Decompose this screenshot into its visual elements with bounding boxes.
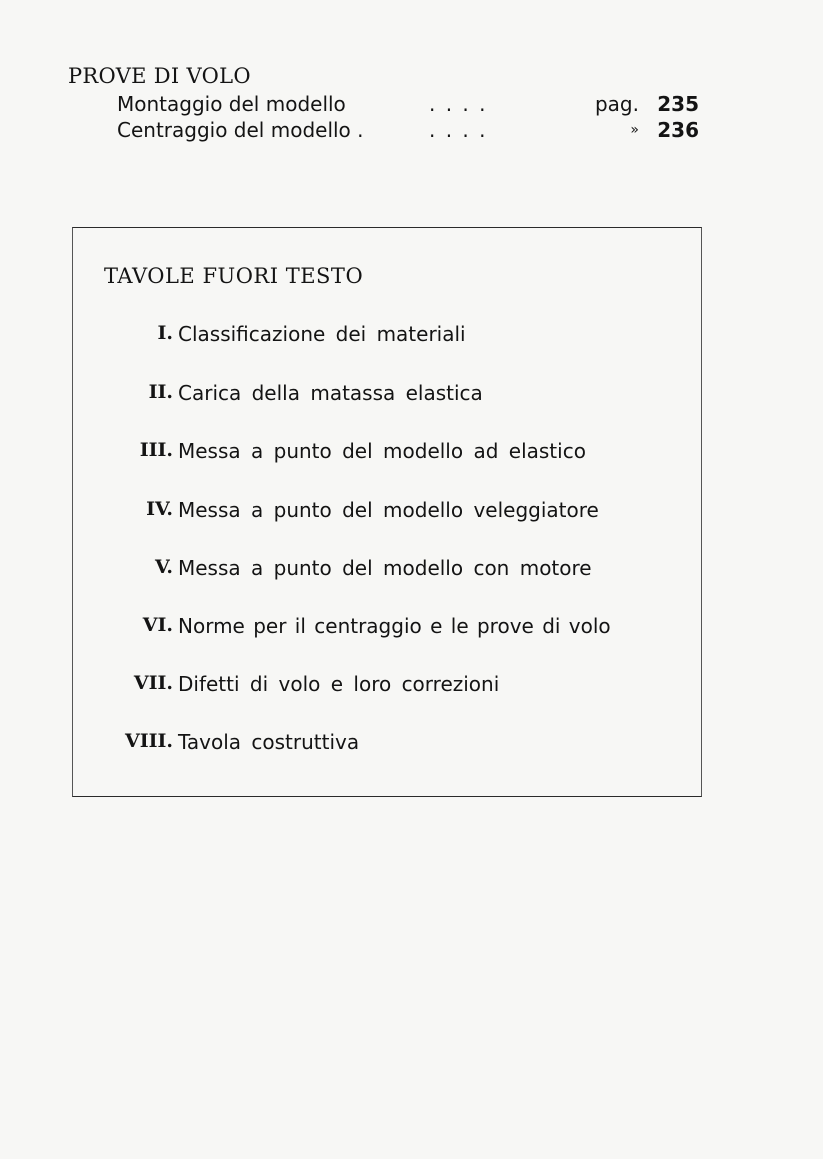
toc-entry-centraggio <box>117 118 707 144</box>
section-heading-prove-di-volo: PROVE DI VOLO <box>68 64 251 88</box>
plate-item <box>73 498 703 526</box>
toc-entry-montaggio <box>117 92 707 118</box>
plate-number: II. <box>148 381 173 403</box>
plate-number: VI. <box>142 614 173 636</box>
plate-title: Carica della matassa elastica <box>178 381 483 405</box>
plate-item <box>73 556 703 584</box>
toc-page-label: » <box>630 122 639 138</box>
plate-item <box>73 439 703 467</box>
plate-title: Tavola costruttiva <box>178 730 360 754</box>
toc-leader-dots: . . . . <box>429 118 488 142</box>
tavole-box <box>72 227 702 797</box>
plate-item <box>73 614 703 642</box>
plate-title: Norme per il centraggio e le prove di volo <box>178 614 611 638</box>
plate-title: Classificazione dei materiali <box>178 322 466 346</box>
toc-page-number: 235 <box>657 92 699 116</box>
plate-number: III. <box>139 439 173 461</box>
plate-number: IV. <box>146 498 173 520</box>
plate-item <box>73 672 703 700</box>
plate-number: V. <box>154 556 173 578</box>
plate-item <box>73 381 703 409</box>
plate-number: I. <box>157 322 173 344</box>
toc-page-label: pag. <box>594 92 639 116</box>
plate-title: Messa a punto del modello con motore <box>178 556 592 580</box>
plate-item <box>73 322 703 350</box>
toc-entry-title: Montaggio del modello <box>117 92 346 116</box>
plate-number: VII. <box>133 672 173 694</box>
plate-title: Difetti di volo e loro correzioni <box>178 672 500 696</box>
plate-title: Messa a punto del modello veleggiatore <box>178 498 599 522</box>
plate-item <box>73 730 703 758</box>
toc-entry-title: Centraggio del modello . <box>117 118 364 142</box>
plate-title: Messa a punto del modello ad elastico <box>178 439 586 463</box>
plate-number: VIII. <box>124 730 173 752</box>
section-heading-tavole: TAVOLE FUORI TESTO <box>104 264 364 288</box>
toc-page-number: 236 <box>657 118 699 142</box>
toc-leader-dots: . . . . <box>429 92 488 116</box>
